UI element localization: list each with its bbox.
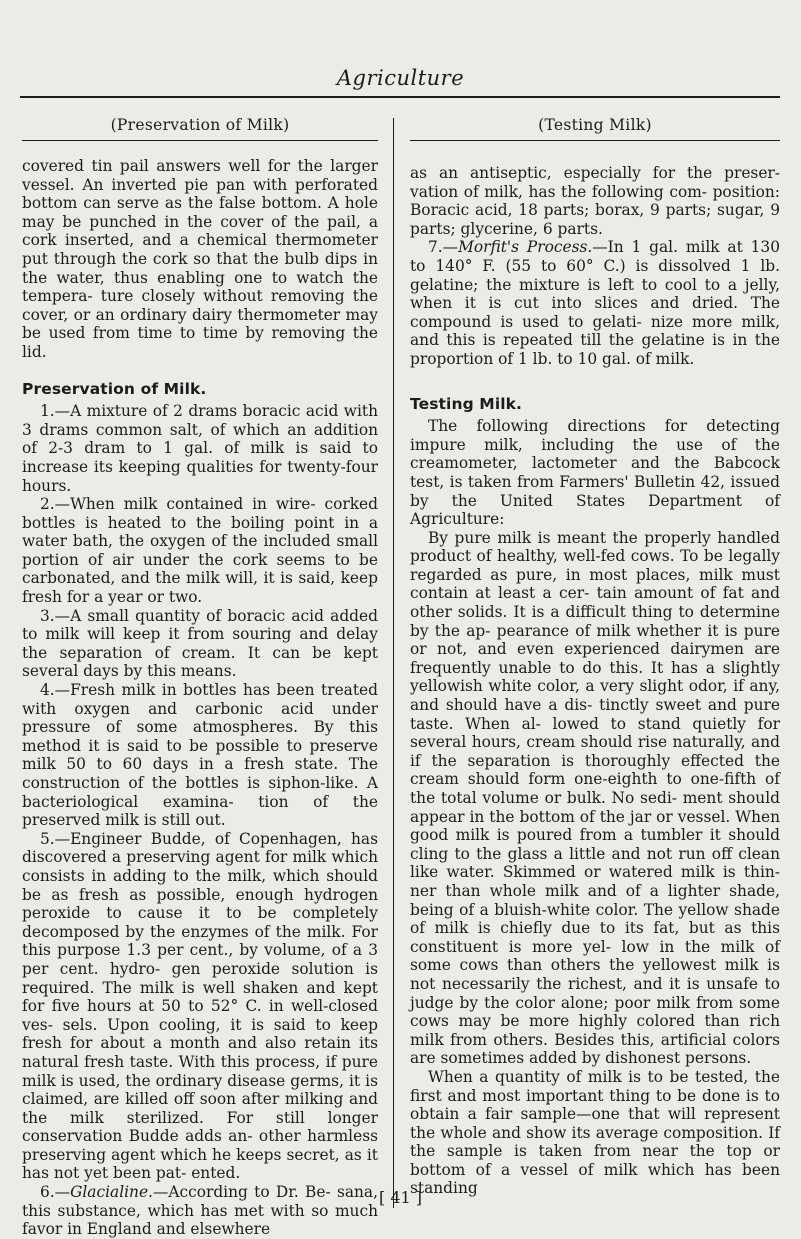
paragraph-6-label: 6.— xyxy=(40,1183,71,1202)
section-title-testing: Testing Milk. xyxy=(410,394,523,413)
paragraph-7-term: Morfit's Process. xyxy=(458,238,593,257)
header-rule xyxy=(20,96,780,98)
paragraph-6-text: —According to Dr. Be- sana, this substance, which has met with so much favor in England and elsewhere xyxy=(22,1183,378,1239)
paragraph-4: 4.—Fresh milk in bottles has been treated with oxygen and carbonic acid under pressure of some atmospheres. By this method it is said to be possible to preserve milk 50 to 60 days in a fresh state. The construction of the bottles is siphon-like. A bacteriological examina- tion of the preserved milk is still out. xyxy=(22,681,378,830)
paragraph-3: 3.—A small quantity of boracic acid added to milk will keep it from souring and delay the separation of cream. It can be kept several days by this means. xyxy=(22,606,378,681)
page-number: [ 41 ] xyxy=(378,1188,422,1207)
paragraph-1: 1.—A mixture of 2 drams boracic acid with 3 drams common salt, of which an addition of 2-3 dram to 1 gal. of milk is said to increase its keeping qualities for twenty-four hours. xyxy=(22,402,378,495)
paragraph-7-label: 7.— xyxy=(428,238,459,257)
left-column-heading: (Preservation of Milk) xyxy=(110,116,290,134)
testing-paragraph-2: By pure milk is meant the properly handled product of healthy, well-fed cows. To be legally regarded as pure, in most places, milk must contain at least a cer- tain amount of fat and other solids. It is a difficult thing to determine by the ap- pearance of milk whether it is pure or not, and even experienced dairymen are frequently unable to do this. It has a slightly yellowish white color, a very slight odor, if any, and should have a dis- tinctly sweet and pure taste. When al- lowed to stand quietly for several hours, cream should rise naturally, and if the separation is thoroughly effected the cream should form one-eighth to one-fifth of the total volume or bulk. No sedi- ment should appear in the bottom of the jar or vessel. When good milk is poured from a tumbler it should cling to the glass a little and not run off clean like water. Skimmed or watered milk is thin- ner than whole milk and of a lighter shade, being of a bluish-white color. The yellow shade of milk is chiefly due to its fat, but as this constituent is more yel- low in the milk of some cows than others the yellowest milk is not necessarily the richest, and it is unsafe to judge by the color alone; poor milk from some cows may be more highly colored than rich milk from others. Besides this, artificial colors are sometimes added by dishonest persons. xyxy=(410,528,780,1068)
continuation-paragraph: as an antiseptic, especially for the preser- vation of milk, has the following com- position: Boracic acid, 18 parts; borax, 9 parts; sugar, 9 parts; glycerine, 6 parts. xyxy=(410,164,780,238)
paragraph-6-term: Glacialine. xyxy=(70,1183,153,1202)
left-column xyxy=(22,157,378,1239)
paragraph-5: 5.—Engineer Budde, of Copenhagen, has discovered a preserving agent for milk which consists in adding to the milk, which should be as fresh as possible, enough hydrogen peroxide to cause it to be completely decomposed by the enzymes of the milk. For this purpose 1.3 per cent., by volume, of a 3 per cent. hydro- gen peroxide solution is required. The milk is well shaken and kept for five hours at 50 to 52° C. in well-closed ves- sels. Upon cooling, it is said to keep fresh for about a month and also retain its natural fresh taste. With this process, if pure milk is used, the ordinary disease germs, it is claimed, are killed off soon after milking and the milk sterilized. For still longer conservation Budde adds an- other harmless preserving agent which he keeps secret, as it has not yet been pat- ented. xyxy=(22,829,378,1183)
right-column-heading: (Testing Milk) xyxy=(538,116,652,134)
paragraph-7-text: —In 1 gal. milk at 130 to 140° F. (55 to 60° C.) is dissolved 1 lb. gelatine; the mixture is left to cool to a jelly, when it is cut into slices and dried. The compound is used to gelati- nize more milk, and this is repeated till the gelatine is in the proportion of 1 lb. to 10 gal. of milk. xyxy=(410,238,781,368)
column-divider xyxy=(393,118,394,1208)
testing-paragraph-1: The following directions for detecting impure milk, including the use of the creamometer, lactometer and the Babcock test, is taken from Farmers' Bulletin 42, issued by the United States Department of Agriculture: xyxy=(410,417,780,529)
right-column xyxy=(410,164,780,1198)
running-header: Agriculture xyxy=(336,66,465,90)
left-heading-rule xyxy=(22,140,378,141)
testing-paragraph-3: When a quantity of milk is to be tested, the first and most important thing to be done is to obtain a fair sample—one that will represent the whole and show its average composition. If the sample is taken from near the top or bottom of a vessel of milk which has been standing xyxy=(410,1067,780,1198)
right-heading-rule xyxy=(410,140,780,141)
paragraph-2: 2.—When milk contained in wire- corked bottles is heated to the boiling point in a water bath, the oxygen of the included small portion of air under the cork seems to be carbonated, and the milk will, it is said, keep fresh for a year or two. xyxy=(22,495,378,607)
paragraph-7 xyxy=(410,238,780,368)
section-title-preservation: Preservation of Milk. xyxy=(22,379,207,398)
intro-paragraph: covered tin pail answers well for the larger vessel. An inverted pie pan with perforated bottom can serve as the false bottom. A hole may be punched in the cover of the pail, a cork inserted, and a chemical thermometer put through the cork so that the bulb dips in the water, thus enabling one to watch the tempera- ture closely without removing the cover, or an ordinary dairy thermometer may be used from time to time by removing the lid. xyxy=(22,157,378,361)
